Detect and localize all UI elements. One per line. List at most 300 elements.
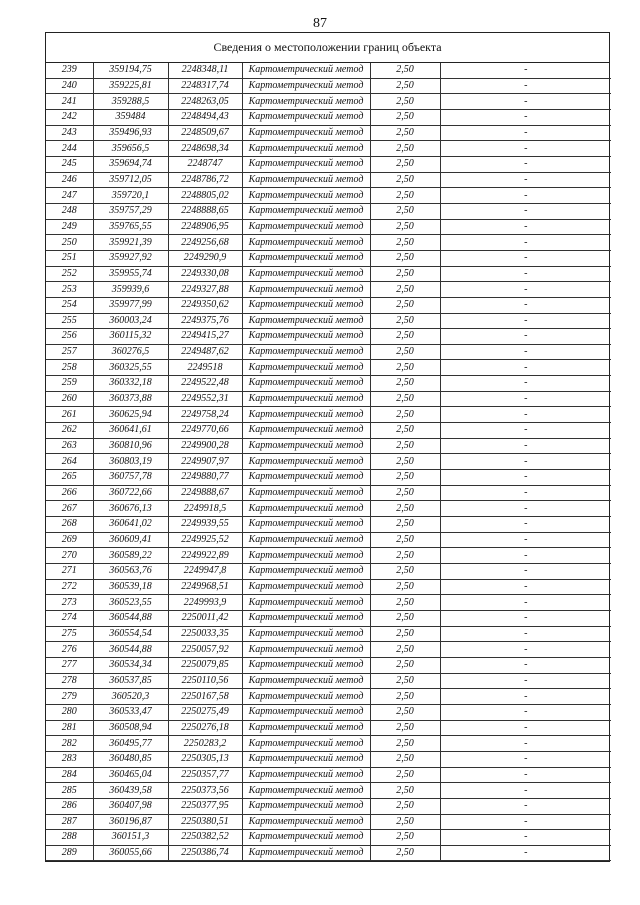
table-row [46, 156, 611, 172]
point-number-cell: 263 [46, 438, 93, 454]
table-row [46, 423, 611, 439]
accuracy-cell: 2,50 [370, 297, 440, 313]
note-cell: - [440, 376, 611, 392]
table-row [46, 751, 611, 767]
method-cell: Картометрический метод [242, 109, 370, 125]
table-row [46, 798, 611, 814]
x-coordinate-cell: 359955,74 [93, 266, 168, 282]
accuracy-cell: 2,50 [370, 454, 440, 470]
x-coordinate-cell: 359921,39 [93, 235, 168, 251]
note-cell: - [440, 798, 611, 814]
method-cell: Картометрический метод [242, 610, 370, 626]
table-row [46, 626, 611, 642]
note-cell: - [440, 297, 611, 313]
method-cell: Картометрический метод [242, 564, 370, 580]
point-number-cell: 266 [46, 485, 93, 501]
accuracy-cell: 2,50 [370, 845, 440, 861]
note-cell: - [440, 344, 611, 360]
table-row [46, 783, 611, 799]
method-cell: Картометрический метод [242, 501, 370, 517]
table-row [46, 610, 611, 626]
accuracy-cell: 2,50 [370, 704, 440, 720]
note-cell: - [440, 751, 611, 767]
accuracy-cell: 2,50 [370, 814, 440, 830]
table-row [46, 125, 611, 141]
y-coordinate-cell: 2248494,43 [168, 109, 242, 125]
x-coordinate-cell: 360151,3 [93, 830, 168, 846]
point-number-cell: 243 [46, 125, 93, 141]
point-number-cell: 251 [46, 250, 93, 266]
note-cell: - [440, 470, 611, 486]
note-cell: - [440, 736, 611, 752]
y-coordinate-cell: 2248906,95 [168, 219, 242, 235]
accuracy-cell: 2,50 [370, 188, 440, 204]
y-coordinate-cell: 2250110,56 [168, 673, 242, 689]
table-row [46, 673, 611, 689]
y-coordinate-cell: 2250167,58 [168, 689, 242, 705]
x-coordinate-cell: 360465,04 [93, 767, 168, 783]
point-number-cell: 249 [46, 219, 93, 235]
method-cell: Картометрический метод [242, 438, 370, 454]
note-cell: - [440, 156, 611, 172]
y-coordinate-cell: 2249968,51 [168, 579, 242, 595]
note-cell: - [440, 783, 611, 799]
y-coordinate-cell: 2249522,48 [168, 376, 242, 392]
method-cell: Картометрический метод [242, 548, 370, 564]
note-cell: - [440, 188, 611, 204]
x-coordinate-cell: 360641,61 [93, 423, 168, 439]
accuracy-cell: 2,50 [370, 689, 440, 705]
y-coordinate-cell: 2249290,9 [168, 250, 242, 266]
accuracy-cell: 2,50 [370, 517, 440, 533]
method-cell: Картометрический метод [242, 63, 370, 78]
point-number-cell: 282 [46, 736, 93, 752]
table-row [46, 532, 611, 548]
accuracy-cell: 2,50 [370, 642, 440, 658]
x-coordinate-cell: 360055,66 [93, 845, 168, 861]
point-number-cell: 268 [46, 517, 93, 533]
method-cell: Картометрический метод [242, 704, 370, 720]
x-coordinate-cell: 360480,85 [93, 751, 168, 767]
note-cell: - [440, 109, 611, 125]
point-number-cell: 270 [46, 548, 93, 564]
method-cell: Картометрический метод [242, 297, 370, 313]
accuracy-cell: 2,50 [370, 610, 440, 626]
note-cell: - [440, 642, 611, 658]
y-coordinate-cell: 2249770,66 [168, 423, 242, 439]
point-number-cell: 274 [46, 610, 93, 626]
x-coordinate-cell: 360196,87 [93, 814, 168, 830]
note-cell: - [440, 689, 611, 705]
table-row [46, 266, 611, 282]
accuracy-cell: 2,50 [370, 751, 440, 767]
y-coordinate-cell: 2250386,74 [168, 845, 242, 861]
y-coordinate-cell: 2249256,68 [168, 235, 242, 251]
y-coordinate-cell: 2249330,08 [168, 266, 242, 282]
y-coordinate-cell: 2249993,9 [168, 595, 242, 611]
point-number-cell: 244 [46, 141, 93, 157]
y-coordinate-cell: 2250305,13 [168, 751, 242, 767]
note-cell: - [440, 720, 611, 736]
accuracy-cell: 2,50 [370, 63, 440, 78]
point-number-cell: 253 [46, 282, 93, 298]
page-number: 87 [313, 16, 327, 31]
method-cell: Картометрический метод [242, 376, 370, 392]
method-cell: Картометрический метод [242, 203, 370, 219]
y-coordinate-cell: 2249888,67 [168, 485, 242, 501]
method-cell: Картометрический метод [242, 219, 370, 235]
table-row [46, 470, 611, 486]
point-number-cell: 257 [46, 344, 93, 360]
x-coordinate-cell: 360810,96 [93, 438, 168, 454]
point-number-cell: 264 [46, 454, 93, 470]
accuracy-cell: 2,50 [370, 282, 440, 298]
method-cell: Картометрический метод [242, 657, 370, 673]
point-number-cell: 262 [46, 423, 93, 439]
x-coordinate-cell: 360003,24 [93, 313, 168, 329]
y-coordinate-cell: 2249327,88 [168, 282, 242, 298]
accuracy-cell: 2,50 [370, 219, 440, 235]
accuracy-cell: 2,50 [370, 673, 440, 689]
y-coordinate-cell: 2248888,65 [168, 203, 242, 219]
accuracy-cell: 2,50 [370, 141, 440, 157]
accuracy-cell: 2,50 [370, 313, 440, 329]
method-cell: Картометрический метод [242, 156, 370, 172]
method-cell: Картометрический метод [242, 141, 370, 157]
y-coordinate-cell: 2250382,52 [168, 830, 242, 846]
table-row [46, 845, 611, 861]
method-cell: Картометрический метод [242, 78, 370, 94]
method-cell: Картометрический метод [242, 595, 370, 611]
accuracy-cell: 2,50 [370, 94, 440, 110]
coordinates-table [46, 63, 611, 861]
note-cell: - [440, 814, 611, 830]
method-cell: Картометрический метод [242, 720, 370, 736]
method-cell: Картометрический метод [242, 485, 370, 501]
note-cell: - [440, 360, 611, 376]
note-cell: - [440, 438, 611, 454]
note-cell: - [440, 407, 611, 423]
method-cell: Картометрический метод [242, 329, 370, 345]
accuracy-cell: 2,50 [370, 391, 440, 407]
y-coordinate-cell: 2250057,92 [168, 642, 242, 658]
accuracy-cell: 2,50 [370, 125, 440, 141]
note-cell: - [440, 564, 611, 580]
x-coordinate-cell: 360523,55 [93, 595, 168, 611]
y-coordinate-cell: 2249880,77 [168, 470, 242, 486]
table-row [46, 78, 611, 94]
y-coordinate-cell: 2248317,74 [168, 78, 242, 94]
point-number-cell: 260 [46, 391, 93, 407]
y-coordinate-cell: 2249947,8 [168, 564, 242, 580]
note-cell: - [440, 767, 611, 783]
method-cell: Картометрический метод [242, 344, 370, 360]
table-row [46, 329, 611, 345]
y-coordinate-cell: 2250276,18 [168, 720, 242, 736]
x-coordinate-cell: 360533,47 [93, 704, 168, 720]
accuracy-cell: 2,50 [370, 736, 440, 752]
accuracy-cell: 2,50 [370, 266, 440, 282]
note-cell: - [440, 595, 611, 611]
accuracy-cell: 2,50 [370, 360, 440, 376]
method-cell: Картометрический метод [242, 266, 370, 282]
note-cell: - [440, 391, 611, 407]
point-number-cell: 272 [46, 579, 93, 595]
accuracy-cell: 2,50 [370, 407, 440, 423]
note-cell: - [440, 282, 611, 298]
accuracy-cell: 2,50 [370, 564, 440, 580]
table-row [46, 438, 611, 454]
table-row [46, 282, 611, 298]
table-row [46, 219, 611, 235]
y-coordinate-cell: 2250373,56 [168, 783, 242, 799]
method-cell: Картометрический метод [242, 798, 370, 814]
point-number-cell: 246 [46, 172, 93, 188]
table-row [46, 203, 611, 219]
x-coordinate-cell: 359977,99 [93, 297, 168, 313]
method-cell: Картометрический метод [242, 313, 370, 329]
point-number-cell: 248 [46, 203, 93, 219]
point-number-cell: 239 [46, 63, 93, 78]
accuracy-cell: 2,50 [370, 423, 440, 439]
x-coordinate-cell: 359484 [93, 109, 168, 125]
table-row [46, 188, 611, 204]
y-coordinate-cell: 2248263,05 [168, 94, 242, 110]
method-cell: Картометрический метод [242, 407, 370, 423]
note-cell: - [440, 673, 611, 689]
x-coordinate-cell: 360589,22 [93, 548, 168, 564]
table-row [46, 172, 611, 188]
y-coordinate-cell: 2248509,67 [168, 125, 242, 141]
note-cell: - [440, 203, 611, 219]
y-coordinate-cell: 2248786,72 [168, 172, 242, 188]
point-number-cell: 271 [46, 564, 93, 580]
coordinates-table-body [46, 63, 611, 861]
y-coordinate-cell: 2249375,76 [168, 313, 242, 329]
y-coordinate-cell: 2248747 [168, 156, 242, 172]
table-row [46, 360, 611, 376]
note-cell: - [440, 704, 611, 720]
point-number-cell: 261 [46, 407, 93, 423]
accuracy-cell: 2,50 [370, 579, 440, 595]
x-coordinate-cell: 359656,5 [93, 141, 168, 157]
accuracy-cell: 2,50 [370, 767, 440, 783]
table-row [46, 579, 611, 595]
note-cell: - [440, 94, 611, 110]
x-coordinate-cell: 360554,54 [93, 626, 168, 642]
method-cell: Картометрический метод [242, 454, 370, 470]
x-coordinate-cell: 360676,13 [93, 501, 168, 517]
table-row [46, 63, 611, 78]
x-coordinate-cell: 360495,77 [93, 736, 168, 752]
method-cell: Картометрический метод [242, 282, 370, 298]
note-cell: - [440, 172, 611, 188]
table-row [46, 109, 611, 125]
method-cell: Картометрический метод [242, 391, 370, 407]
method-cell: Картометрический метод [242, 830, 370, 846]
point-number-cell: 284 [46, 767, 93, 783]
y-coordinate-cell: 2249758,24 [168, 407, 242, 423]
point-number-cell: 267 [46, 501, 93, 517]
note-cell: - [440, 830, 611, 846]
point-number-cell: 247 [46, 188, 93, 204]
x-coordinate-cell: 359225,81 [93, 78, 168, 94]
method-cell: Картометрический метод [242, 188, 370, 204]
table-row [46, 595, 611, 611]
x-coordinate-cell: 360609,41 [93, 532, 168, 548]
point-number-cell: 276 [46, 642, 93, 658]
method-cell: Картометрический метод [242, 751, 370, 767]
accuracy-cell: 2,50 [370, 109, 440, 125]
x-coordinate-cell: 359194,75 [93, 63, 168, 78]
point-number-cell: 259 [46, 376, 93, 392]
note-cell: - [440, 266, 611, 282]
x-coordinate-cell: 360407,98 [93, 798, 168, 814]
y-coordinate-cell: 2250380,51 [168, 814, 242, 830]
y-coordinate-cell: 2249925,52 [168, 532, 242, 548]
note-cell: - [440, 517, 611, 533]
note-cell: - [440, 610, 611, 626]
note-cell: - [440, 845, 611, 861]
point-number-cell: 279 [46, 689, 93, 705]
x-coordinate-cell: 360276,5 [93, 344, 168, 360]
accuracy-cell: 2,50 [370, 720, 440, 736]
table-row [46, 235, 611, 251]
note-cell: - [440, 532, 611, 548]
x-coordinate-cell: 360325,55 [93, 360, 168, 376]
y-coordinate-cell: 2249939,55 [168, 517, 242, 533]
x-coordinate-cell: 360537,85 [93, 673, 168, 689]
y-coordinate-cell: 2249552,31 [168, 391, 242, 407]
point-number-cell: 256 [46, 329, 93, 345]
point-number-cell: 289 [46, 845, 93, 861]
point-number-cell: 252 [46, 266, 93, 282]
point-number-cell: 286 [46, 798, 93, 814]
table-row [46, 830, 611, 846]
y-coordinate-cell: 2248805,02 [168, 188, 242, 204]
note-cell: - [440, 219, 611, 235]
table-row [46, 501, 611, 517]
note-cell: - [440, 141, 611, 157]
accuracy-cell: 2,50 [370, 501, 440, 517]
accuracy-cell: 2,50 [370, 626, 440, 642]
table-row [46, 250, 611, 266]
x-coordinate-cell: 360625,94 [93, 407, 168, 423]
accuracy-cell: 2,50 [370, 235, 440, 251]
x-coordinate-cell: 359496,93 [93, 125, 168, 141]
x-coordinate-cell: 360757,78 [93, 470, 168, 486]
point-number-cell: 285 [46, 783, 93, 799]
note-cell: - [440, 250, 611, 266]
table-row [46, 564, 611, 580]
point-number-cell: 254 [46, 297, 93, 313]
point-number-cell: 273 [46, 595, 93, 611]
method-cell: Картометрический метод [242, 814, 370, 830]
accuracy-cell: 2,50 [370, 470, 440, 486]
method-cell: Картометрический метод [242, 783, 370, 799]
table-row [46, 657, 611, 673]
y-coordinate-cell: 2248348,11 [168, 63, 242, 78]
x-coordinate-cell: 360508,94 [93, 720, 168, 736]
accuracy-cell: 2,50 [370, 532, 440, 548]
method-cell: Картометрический метод [242, 172, 370, 188]
accuracy-cell: 2,50 [370, 783, 440, 799]
note-cell: - [440, 501, 611, 517]
x-coordinate-cell: 359927,92 [93, 250, 168, 266]
x-coordinate-cell: 360373,88 [93, 391, 168, 407]
note-cell: - [440, 235, 611, 251]
accuracy-cell: 2,50 [370, 548, 440, 564]
x-coordinate-cell: 360544,88 [93, 642, 168, 658]
x-coordinate-cell: 360803,19 [93, 454, 168, 470]
y-coordinate-cell: 2250283,2 [168, 736, 242, 752]
method-cell: Картометрический метод [242, 235, 370, 251]
point-number-cell: 242 [46, 109, 93, 125]
note-cell: - [440, 485, 611, 501]
method-cell: Картометрический метод [242, 532, 370, 548]
boundary-sheet [45, 32, 610, 862]
x-coordinate-cell: 360563,76 [93, 564, 168, 580]
point-number-cell: 278 [46, 673, 93, 689]
method-cell: Картометрический метод [242, 517, 370, 533]
note-cell: - [440, 329, 611, 345]
x-coordinate-cell: 360520,3 [93, 689, 168, 705]
x-coordinate-cell: 360641,02 [93, 517, 168, 533]
x-coordinate-cell: 359288,5 [93, 94, 168, 110]
accuracy-cell: 2,50 [370, 798, 440, 814]
accuracy-cell: 2,50 [370, 595, 440, 611]
method-cell: Картометрический метод [242, 360, 370, 376]
x-coordinate-cell: 359757,29 [93, 203, 168, 219]
y-coordinate-cell: 2249518 [168, 360, 242, 376]
note-cell: - [440, 548, 611, 564]
x-coordinate-cell: 360115,32 [93, 329, 168, 345]
y-coordinate-cell: 2249918,5 [168, 501, 242, 517]
point-number-cell: 280 [46, 704, 93, 720]
method-cell: Картометрический метод [242, 845, 370, 861]
table-row [46, 485, 611, 501]
note-cell: - [440, 313, 611, 329]
x-coordinate-cell: 359939,6 [93, 282, 168, 298]
table-row [46, 376, 611, 392]
table-row [46, 297, 611, 313]
method-cell: Картометрический метод [242, 626, 370, 642]
method-cell: Картометрический метод [242, 125, 370, 141]
point-number-cell: 241 [46, 94, 93, 110]
table-row [46, 313, 611, 329]
table-row [46, 767, 611, 783]
method-cell: Картометрический метод [242, 94, 370, 110]
method-cell: Картометрический метод [242, 689, 370, 705]
point-number-cell: 283 [46, 751, 93, 767]
sheet-title: Сведения о местоположении границ объекта [46, 33, 609, 63]
table-row [46, 454, 611, 470]
point-number-cell: 287 [46, 814, 93, 830]
y-coordinate-cell: 2249907,97 [168, 454, 242, 470]
point-number-cell: 240 [46, 78, 93, 94]
accuracy-cell: 2,50 [370, 156, 440, 172]
x-coordinate-cell: 360544,88 [93, 610, 168, 626]
y-coordinate-cell: 2250011,42 [168, 610, 242, 626]
note-cell: - [440, 579, 611, 595]
point-number-cell: 258 [46, 360, 93, 376]
method-cell: Картометрический метод [242, 423, 370, 439]
point-number-cell: 255 [46, 313, 93, 329]
accuracy-cell: 2,50 [370, 344, 440, 360]
y-coordinate-cell: 2250079,85 [168, 657, 242, 673]
table-row [46, 94, 611, 110]
point-number-cell: 281 [46, 720, 93, 736]
